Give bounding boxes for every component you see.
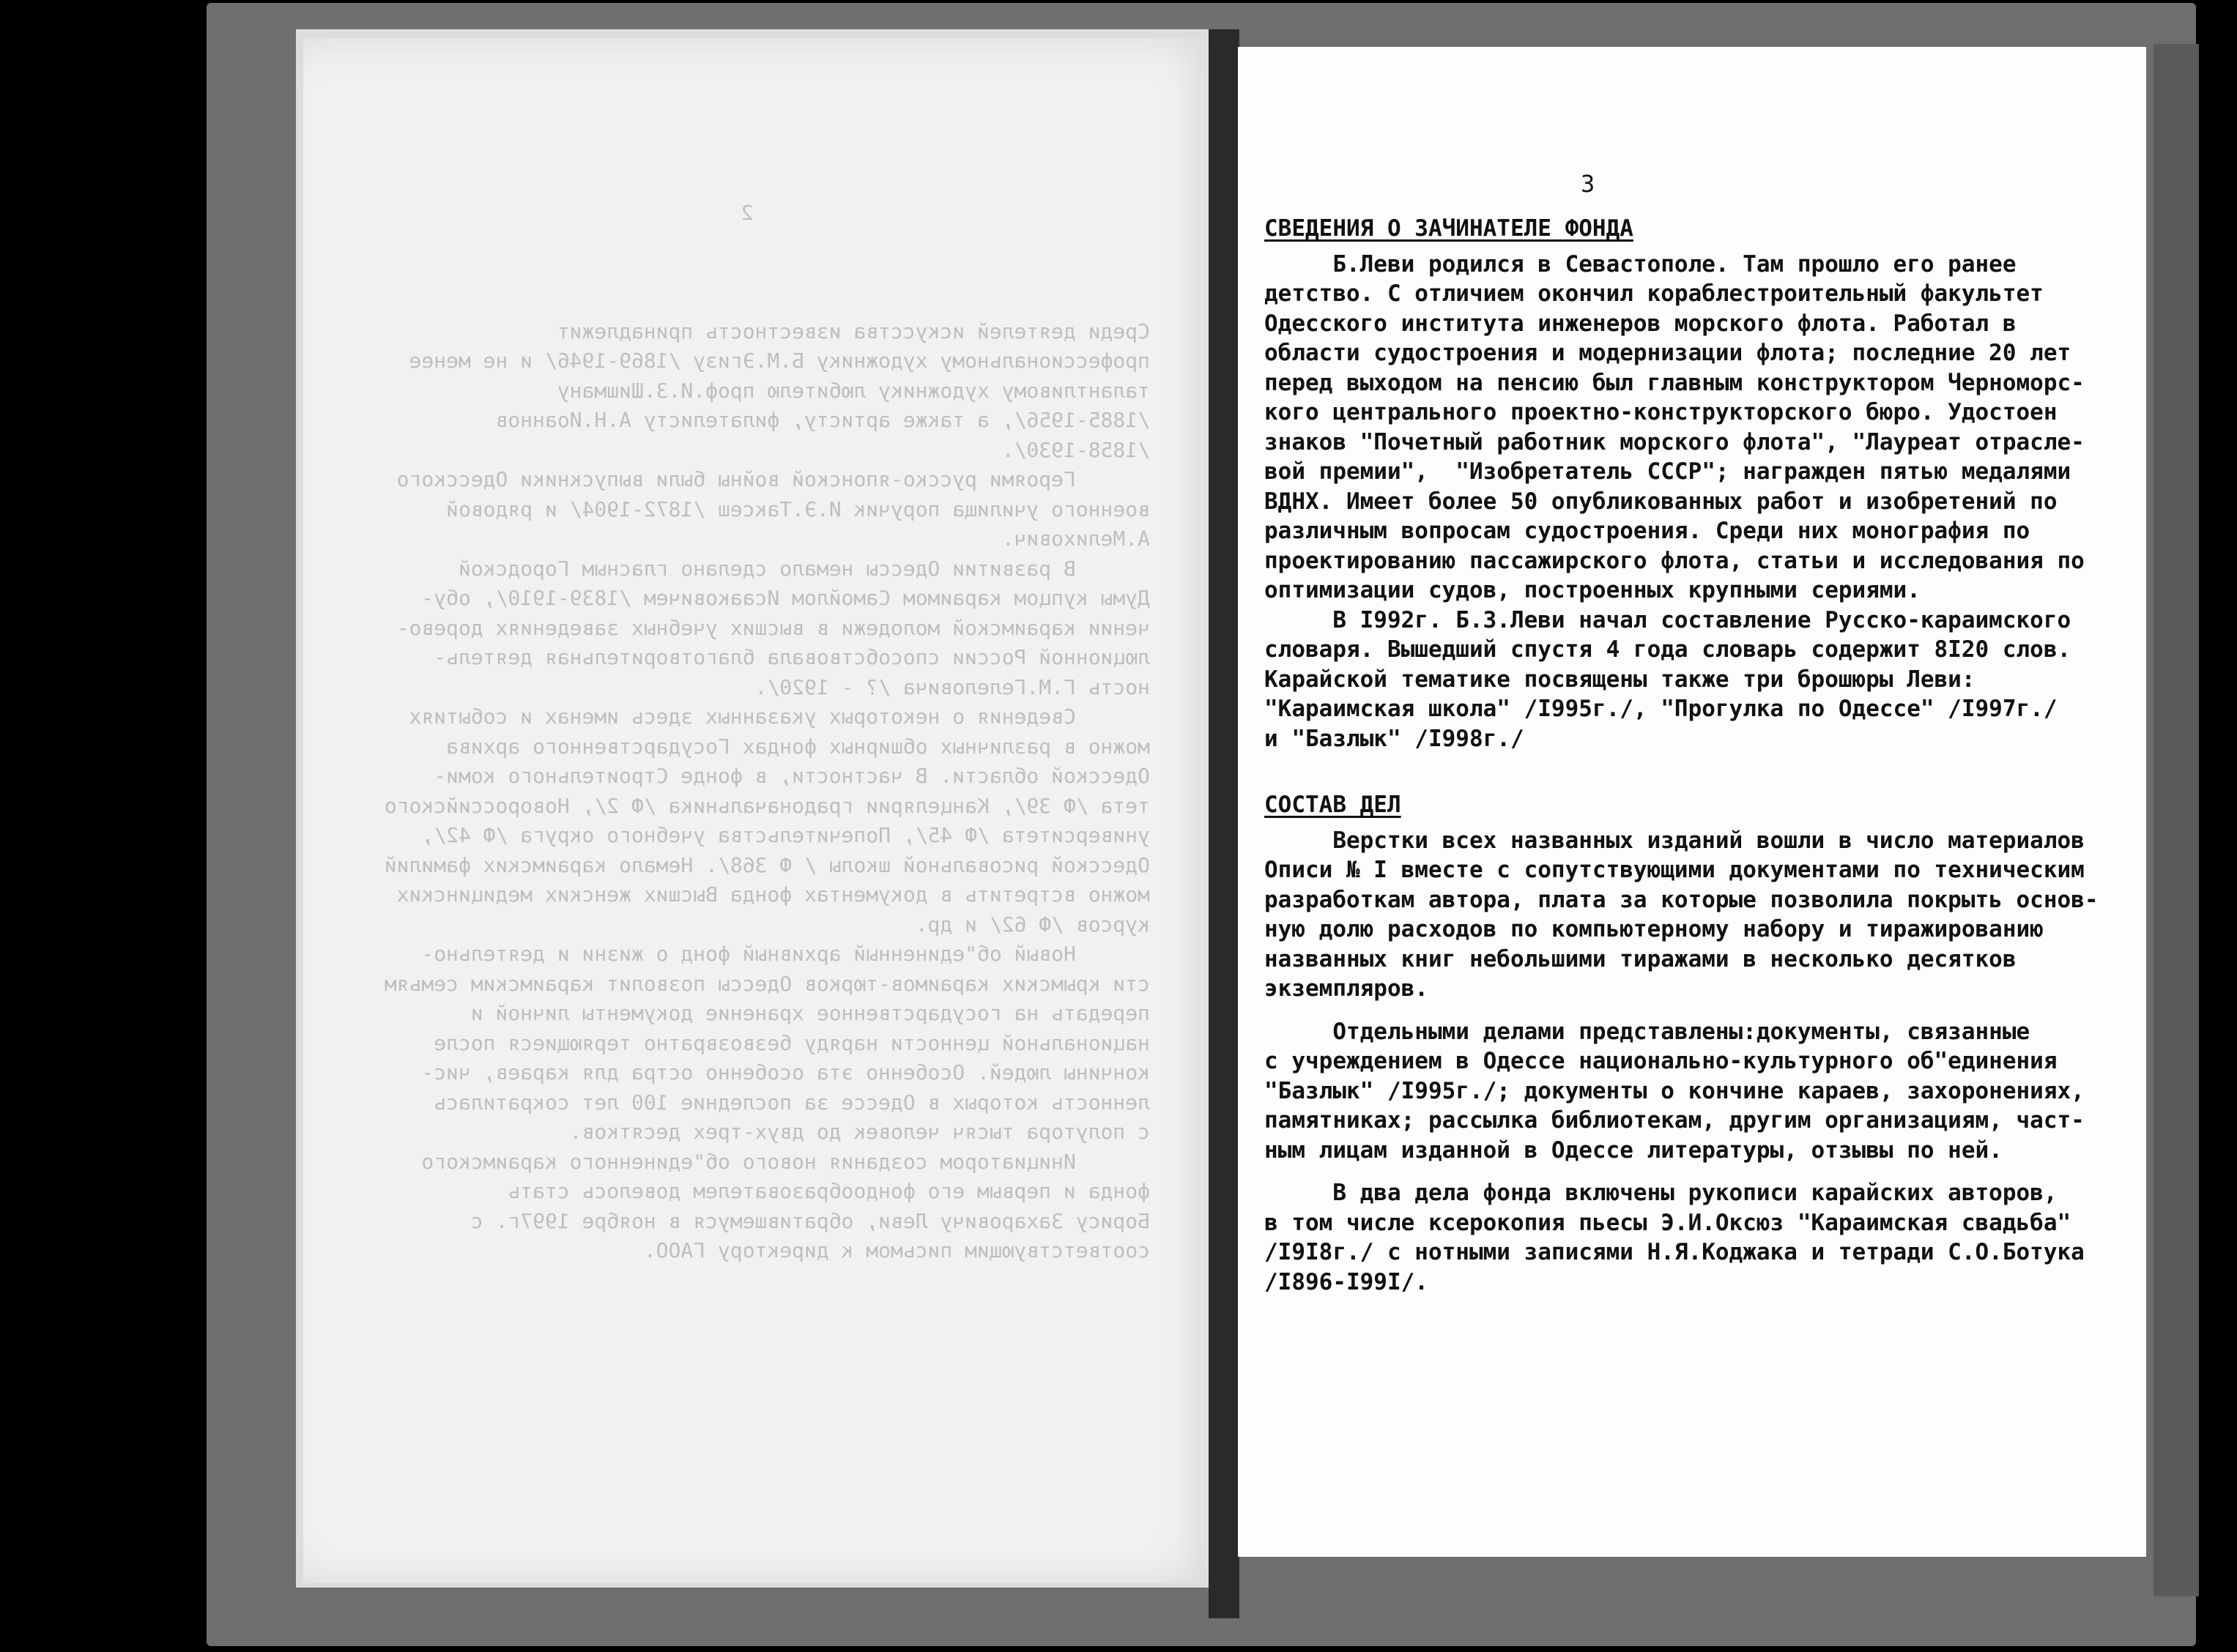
text-line: различным вопросам судостроения. Среди них монография по	[1264, 518, 2030, 544]
text-line: Одесского института инженеров морского флота. Работал в	[1264, 310, 2017, 337]
bleed-text-line: передать на государственное хранение документы личной и	[470, 1001, 1150, 1025]
text-line: с учреждением в Одессе национально-культурного об"единения	[1264, 1048, 2058, 1074]
text-line: В I992г. Б.З.Леви начал составление Русско-караимского	[1264, 606, 2071, 633]
text-line: названных книг небольшими тиражами в несколько десятков	[1264, 945, 2017, 972]
bleed-text-line: Среди деятелей искусства известность принадлежит	[557, 319, 1150, 343]
bleed-text-line: люционной России способствовала благотворительная деятель-	[434, 645, 1150, 669]
bleed-text-line: национальной ценности наряду безвозвратно теряющиеся после	[434, 1030, 1150, 1055]
text-line: детство. С отличием окончил кораблестроительный факультет	[1264, 280, 2044, 307]
text-line: Верстки всех названных изданий вошли в число материалов	[1264, 827, 2085, 854]
text-line: Описи № I вместе с сопутствующими документами по техническим	[1264, 857, 2085, 883]
text-line: Карайской тематике посвящены также три брошюры Леви:	[1264, 666, 1976, 693]
bleed-text-line: Новый об"единенный архивный фонд о жизни и деятельно-	[421, 942, 1150, 966]
bleed-text-line: можно в различных обширных фондах Государственного архива	[446, 734, 1150, 759]
section-heading-contents: СОСТАВ ДЕЛ	[1264, 792, 1401, 818]
text-line: ным лицам изданной в Одессе литературы, отзывы по ней.	[1264, 1136, 2003, 1164]
bleed-text-line: ность Г.М.Гелеловича /? - 1920/.	[754, 674, 1150, 699]
text-line: /I9I8г./ с нотными записями Н.Я.Коджака и тетради С.О.Ботука	[1264, 1239, 2085, 1265]
bleed-text-line: профессиональному художнику Б.М.Эгизу /1869-1946/ и не менее	[409, 349, 1150, 373]
text-line: ную долю расходов по компьютерному набору и тиражированию	[1264, 916, 2044, 942]
bleed-text-line: Героями русско-японской войны были выпускники Одесского	[396, 467, 1150, 491]
bleed-text-line: А.Мелихович.	[1001, 527, 1150, 551]
text-line: экземпляров.	[1264, 975, 1428, 1002]
bleed-text-line: фонда и первым его фондообразователем довелось стать	[508, 1179, 1150, 1203]
bleed-text-line: ленность которых в Одессе за последние 100 лет сократилась	[434, 1090, 1150, 1115]
section-contents-paragraph-1	[1264, 826, 2129, 1004]
bleed-text-line: Думы купцом караимом Самойлом Исааковичем /1839-1910/, обу-	[421, 586, 1150, 610]
text-line: "Базлык" /I995г./; документы о кончине караев, захоронениях,	[1264, 1077, 2085, 1104]
text-line: Отдельными делами представлены:документы, связанные	[1264, 1018, 2030, 1045]
bleed-text-line: соответствующим письмом к директору ГАОО.	[643, 1238, 1150, 1262]
bleed-text-line: кончины людей. Особенно эта особенно остра для караев, чис-	[421, 1060, 1150, 1084]
bleed-text-line: Инициатором создания нового об"единенного караимского	[421, 1149, 1150, 1174]
text-line: /I896-I99I/.	[1264, 1268, 1428, 1295]
bleed-text-line: /1885-1956/, а также артисту, филателисту А.Н.Иоаннов	[495, 408, 1150, 432]
text-line: словаря. Вышедший спустя 4 года словарь содержит 8I20 слов.	[1264, 636, 2071, 663]
bleed-text-line: В развитии Одессы немало сделано гласным Городской	[458, 556, 1150, 581]
cover-edge	[2153, 44, 2199, 1596]
text-line: области судостроения и модернизации флота; последние 20 лет	[1264, 340, 2071, 366]
text-line: оптимизации судов, построенных крупными сериями.	[1264, 577, 1921, 603]
section-contents-paragraph-2	[1264, 1017, 2129, 1166]
section-founder-body	[1264, 250, 2129, 754]
page-number: 3	[1581, 170, 1595, 198]
text-line: в том числе ксерокопия пьесы Э.И.Оксюз "Караимская свадьба"	[1264, 1209, 2071, 1236]
bleed-text-line: военного училища поручик И.Э.Таксеш /1872-1904/ и рядовой	[446, 496, 1150, 521]
bleed-text-line: сти крымских караимов-тюрков Одессы позволит караимским семьям	[384, 971, 1150, 996]
bleed-text-line: тета /Ф 39/, Канцелярии градоначальника /Ф 2/, Новороссийского	[384, 793, 1150, 818]
text-line: ВДНХ. Имеет более 50 опубликованных работ и изобретений по	[1264, 488, 2058, 515]
right-page-text	[1264, 168, 2129, 1297]
bleed-text-line: Одесской рисовальной школы / Ф 368/. Немало караимских фамилий	[384, 852, 1150, 877]
text-line: вой премии", "Изобретатель СССР"; награжден пятью медалями	[1264, 458, 2071, 485]
text-line: перед выходом на пенсию был главным конструктором Черноморс-	[1264, 369, 2085, 396]
left-page-bleed-lines	[344, 317, 1150, 1266]
text-line: и "Базлык" /I998г./	[1264, 725, 1524, 752]
bleed-text-line: курсов /Ф 62/ и др.	[915, 912, 1150, 937]
bleed-text-line: Борису Захаровичу Леви, обратившемуся в ноябре 1997г. с	[470, 1208, 1150, 1233]
text-line: Б.Леви родился в Севастополе. Там прошло его ранее	[1264, 250, 2017, 278]
bleed-text-line: талантливому художнику любителю проф.И.З.Шишману	[557, 378, 1150, 403]
left-page-number: 2	[741, 201, 754, 225]
section-contents-paragraph-3	[1264, 1178, 2129, 1297]
left-page-bleed-text	[344, 139, 1150, 1295]
text-line: проектированию пассажирского флота, статьи и исследования по	[1264, 547, 2085, 574]
section-heading-founder: СВЕДЕНИЯ О ЗАЧИНАТЕЛЕ ФОНДА	[1264, 215, 1633, 242]
bleed-text-line: Сведения о некоторых указанных здесь именах и событиях	[409, 704, 1150, 729]
bleed-text-line: университета /Ф 45/, Попечительства учебного округа /Ф 42/,	[421, 823, 1150, 847]
bleed-text-line: чении караимской молодежи в высших учебных заведениях дорево-	[396, 615, 1150, 640]
text-line: разработкам автора, плата за которые позволила покрыть основ-	[1264, 886, 2099, 913]
text-line: "Караимская школа" /I995г./, "Прогулка по Одессе" /I997г./	[1264, 696, 2058, 722]
text-line: В два дела фонда включены рукописи карайских авторов,	[1264, 1180, 2058, 1206]
text-line: знаков "Почетный работник морского флота", "Лауреат отрасле-	[1264, 428, 2085, 455]
text-line: памятниках; рассылка библиотекам, другим организациям, част-	[1264, 1107, 2085, 1134]
text-line: кого центрального проектно-конструкторского бюро. Удостоен	[1264, 399, 2058, 425]
bleed-text-line: /1858-1930/.	[1001, 437, 1150, 462]
bleed-text-line: Одесской области. В частности, в фонде Строительного коми-	[434, 764, 1150, 788]
bleed-text-line: можно встретить в документах фонда Высших женских медицинских	[396, 882, 1150, 907]
bleed-text-line: с полутора тысяч человек до двух-трех десятков.	[569, 1120, 1150, 1144]
book-gutter	[1209, 29, 1239, 1618]
